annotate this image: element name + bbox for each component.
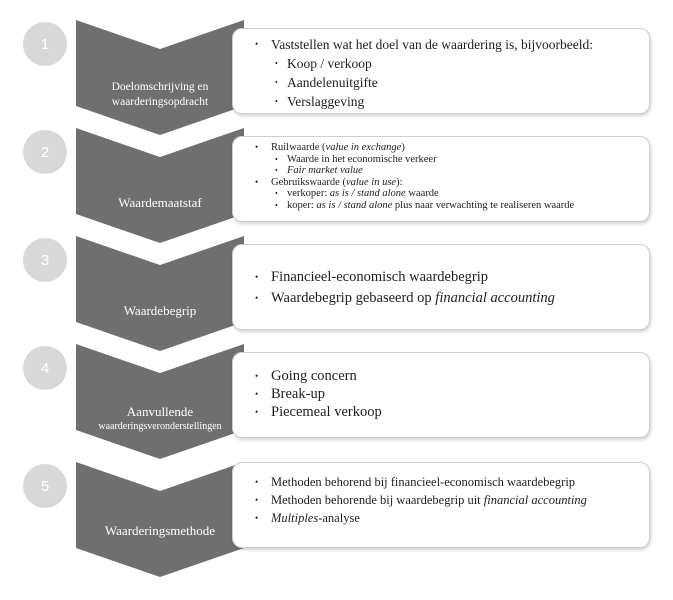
list-item [255, 385, 639, 403]
bullet-text: Methoden behorend bij financieel-economisch waardebegrip [271, 475, 576, 489]
step-title [76, 78, 244, 112]
step-3 [0, 236, 673, 351]
list-item [275, 200, 639, 212]
list-item [255, 35, 639, 111]
list-item [275, 154, 639, 166]
bullet-text: Waarde in het economische verkeer [287, 153, 437, 165]
step-number-circle: 1 [23, 22, 67, 66]
step-number-circle: 2 [23, 130, 67, 174]
step-title-line: waarderingsopdracht [111, 96, 209, 108]
step-4 [0, 344, 673, 459]
step-title-line: Waardemaatstaf [118, 195, 202, 210]
list-item [255, 509, 639, 527]
bullet-text: Financieel-economisch waardebegrip [271, 269, 489, 285]
italic-text: as is / stand alone [316, 199, 393, 211]
step-2 [0, 128, 673, 243]
chevron-arrow [76, 128, 244, 243]
bullet-text: Waardebegrip gebaseerd op [271, 290, 436, 306]
step-title-line: Waardebegrip [123, 303, 197, 318]
italic-text: Multiples [271, 511, 319, 525]
list-item [275, 92, 639, 111]
sub-bullet-list [275, 188, 639, 211]
paren-text: ( [339, 176, 346, 188]
step-title [76, 518, 244, 544]
bullet-text: Piecemeal verkoop [271, 404, 382, 420]
group-label: Ruilwaarde [271, 142, 320, 153]
bullet-text: Break-up [271, 386, 325, 402]
step-content-box [232, 352, 650, 438]
bullet-text: Vaststellen wat het doel van de waardering is, bijvoorbeeld: [271, 37, 594, 52]
italic-text: financial accounting [435, 290, 555, 306]
list-item [275, 165, 639, 177]
bullet-text: Aandelenuitgifte [287, 75, 378, 90]
list-item [255, 142, 639, 177]
bullet-text: -analyse [318, 511, 360, 525]
list-item [275, 73, 639, 92]
bullet-text: plus naar verwachting te realiseren waarde [392, 199, 575, 211]
step-content-box [232, 244, 650, 330]
bullet-list [255, 267, 639, 309]
step-title-line: Waarderingsmethode [104, 523, 216, 538]
bullet-text: verkoper: [287, 188, 330, 200]
bullet-text: Going concern [271, 368, 357, 384]
step-1 [0, 20, 673, 135]
paren-text: ) [401, 142, 405, 153]
step-number-circle: 3 [23, 238, 67, 282]
bullet-list [255, 473, 639, 527]
list-item [255, 473, 639, 491]
bullet-list [255, 367, 639, 421]
list-item [255, 491, 639, 509]
group-label: Gebruikswaarde [271, 176, 340, 188]
step-content-box [232, 136, 650, 222]
step-5 [0, 462, 673, 590]
list-item [255, 177, 639, 212]
list-item [255, 267, 639, 288]
bullet-text: koper: [287, 199, 317, 211]
step-content-box [232, 28, 650, 114]
step-title-line: Doelomschrijving en [111, 81, 209, 93]
list-item [255, 403, 639, 421]
step-title [76, 298, 244, 324]
list-item [255, 367, 639, 385]
paren-text: ( [319, 142, 326, 153]
italic-text: as is / stand alone [329, 188, 406, 200]
paren-text: ): [396, 176, 403, 188]
step-number-circle: 4 [23, 346, 67, 390]
italic-text: Fair market value [287, 165, 363, 177]
bullet-text: waarde [405, 188, 439, 200]
chevron-arrow [76, 236, 244, 351]
italic-text: value in exchange [325, 142, 402, 153]
bullet-list [255, 35, 639, 111]
sub-bullet-list [275, 54, 639, 111]
step-title-line: Aanvullende [126, 404, 194, 419]
list-item [275, 188, 639, 200]
italic-text: financial accounting [483, 493, 587, 507]
bullet-text: Verslaggeving [287, 94, 365, 109]
italic-text: value in use [345, 176, 397, 188]
list-item [275, 54, 639, 73]
step-content-box [232, 462, 650, 548]
sub-bullet-list [275, 154, 639, 177]
step-number-circle: 5 [23, 464, 67, 508]
bullet-list [255, 142, 639, 212]
list-item [255, 288, 639, 309]
bullet-text: Methoden behorende bij waardebegrip uit [271, 493, 484, 507]
step-title-line: waarderingsveronderstellingen [98, 421, 222, 432]
step-title [76, 400, 244, 436]
step-title [76, 190, 244, 216]
bullet-text: Koop / verkoop [287, 56, 372, 71]
